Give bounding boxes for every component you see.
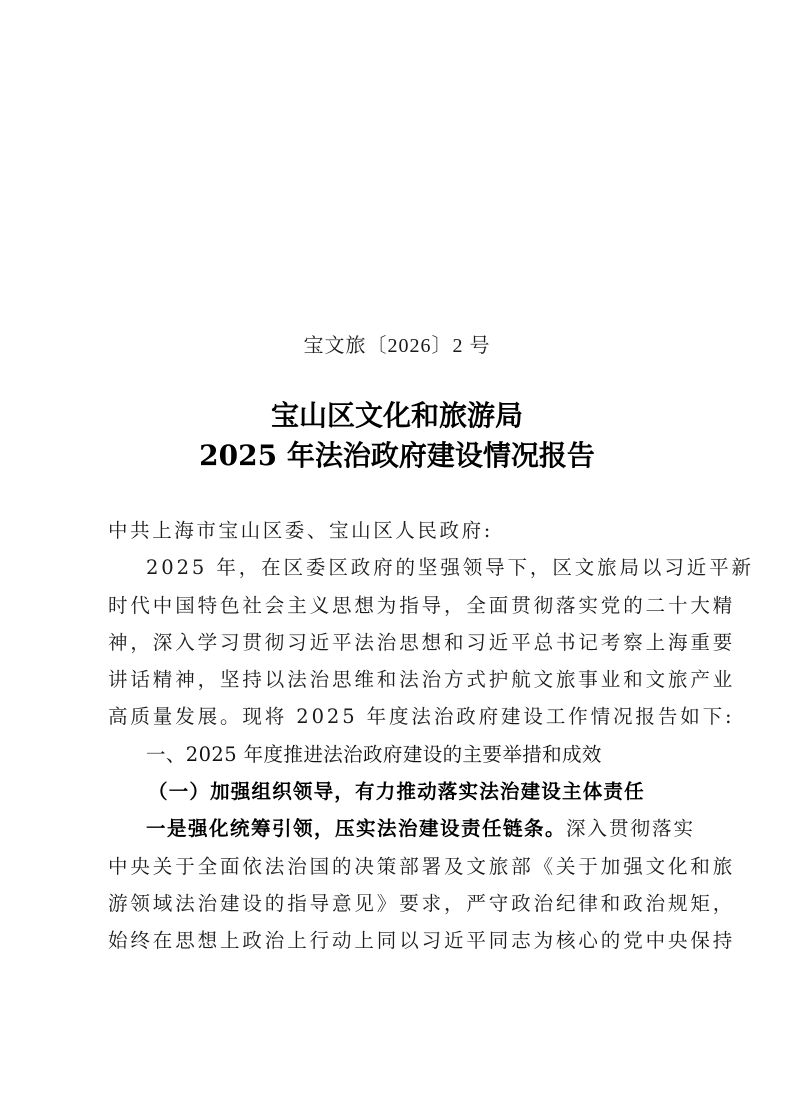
- paragraph-1-line: 讲话精神，坚持以法治思维和法治方式护航文旅事业和文旅产业: [108, 668, 736, 692]
- document-title-line-1: 宝山区文化和旅游局: [270, 399, 523, 432]
- document-number: 宝文旅〔2026〕2 号: [303, 335, 491, 357]
- document-title-line-2: 2025 年法治政府建设情况报告: [199, 439, 595, 472]
- section-1-heading: 一、2025 年度推进法治政府建设的主要举措和成效: [146, 742, 602, 766]
- salutation: 中共上海市宝山区委、宝山区人民政府:: [108, 519, 493, 542]
- paragraph-2-lead-bold: 一是强化统筹引领，压实法治建设责任链条。: [146, 817, 567, 841]
- paragraph-2-line: 始终在思想上政治上行动上同以习近平同志为核心的党中央保持: [108, 929, 736, 953]
- paragraph-2-line: 中央关于全面依法治国的决策部署及文旅部《关于加强文化和旅: [108, 854, 736, 878]
- paragraph-1-line: 时代中国特色社会主义思想为指导，全面贯彻落实党的二十大精: [108, 593, 736, 617]
- subsection-1-heading: （一）加强组织领导，有力推动落实法治建设主体责任: [148, 780, 645, 804]
- paragraph-2-first-line: [108, 810, 694, 847]
- document-body: [108, 512, 754, 960]
- paragraph-1-line: 神，深入学习贯彻习近平法治思想和习近平总书记考察上海重要: [108, 630, 736, 654]
- paragraph-1-line: 高质量发展。现将 2025 年度法治政府建设工作情况报告如下:: [108, 705, 735, 729]
- paragraph-1-line: 2025 年，在区委区政府的坚强领导下，区文旅局以习近平新: [146, 556, 754, 580]
- paragraph-2-lead-rest: 深入贯彻落实: [566, 817, 696, 841]
- paragraph-2-line: 游领域法治建设的指导意见》要求，严守政治纪律和政治规矩，: [108, 891, 736, 915]
